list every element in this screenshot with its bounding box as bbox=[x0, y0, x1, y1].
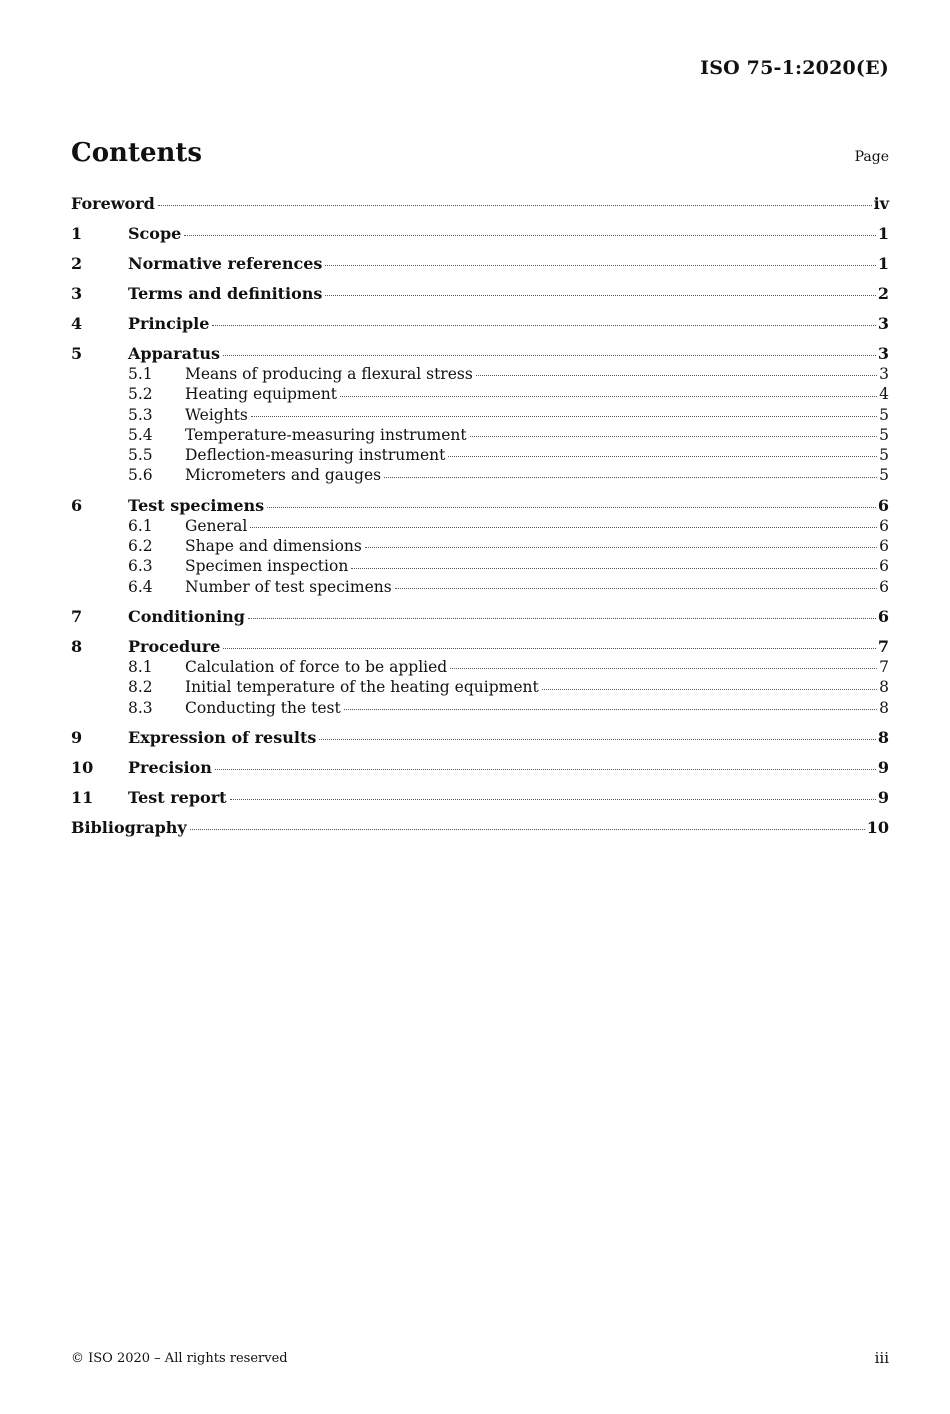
toc-page: 9 bbox=[877, 757, 889, 777]
toc-label: Deflection-measuring instrument bbox=[185, 446, 446, 465]
toc-entry-5-2[interactable] bbox=[71, 384, 889, 404]
dot-leader bbox=[365, 546, 877, 548]
toc-number: 5.6 bbox=[128, 466, 153, 485]
dot-leader bbox=[384, 476, 877, 478]
dot-leader bbox=[215, 768, 876, 770]
dot-leader bbox=[470, 435, 877, 437]
toc-number: 6.2 bbox=[128, 537, 153, 556]
toc-entry-5-6[interactable] bbox=[71, 465, 889, 485]
toc-page: 5 bbox=[879, 425, 889, 444]
page-column-label: Page bbox=[854, 149, 889, 165]
toc-page: 6 bbox=[879, 537, 889, 556]
toc-number: 5.2 bbox=[128, 385, 153, 404]
toc-entry-apparatus[interactable] bbox=[71, 344, 889, 364]
toc-page: 10 bbox=[866, 817, 889, 837]
toc-number: 11 bbox=[71, 787, 94, 807]
dot-leader bbox=[158, 204, 872, 206]
toc-entry-scope[interactable] bbox=[71, 224, 889, 244]
toc-number: 5.1 bbox=[128, 365, 153, 383]
toc-page: 1 bbox=[877, 224, 889, 243]
toc-label: Shape and dimensions bbox=[185, 537, 362, 556]
dot-leader bbox=[325, 264, 875, 266]
toc-label: Initial temperature of the heating equipment bbox=[185, 678, 539, 697]
dot-leader bbox=[319, 738, 876, 740]
dot-leader bbox=[212, 324, 875, 326]
toc-label: Normative references bbox=[128, 254, 323, 273]
toc-label: Test specimens bbox=[128, 495, 265, 515]
toc-number: 2 bbox=[71, 254, 83, 273]
toc-entry-8-3[interactable] bbox=[71, 698, 889, 718]
toc-page: 8 bbox=[879, 678, 889, 697]
toc-number: 10 bbox=[71, 757, 94, 777]
toc-page: 7 bbox=[879, 657, 889, 676]
toc-entry-8-1[interactable] bbox=[71, 657, 889, 677]
toc-label: Bibliography bbox=[71, 817, 187, 837]
toc-entry-bibliography[interactable] bbox=[71, 818, 889, 838]
toc-number: 5.3 bbox=[128, 405, 153, 424]
toc-page: 3 bbox=[877, 314, 889, 333]
toc-label: Conditioning bbox=[128, 606, 245, 626]
toc-page: 6 bbox=[879, 516, 889, 535]
toc-page: iv bbox=[873, 194, 889, 213]
toc-page: 7 bbox=[877, 636, 889, 656]
toc-label: Expression of results bbox=[128, 727, 317, 747]
toc-number: 5.5 bbox=[128, 446, 153, 465]
toc-entry-6-4[interactable] bbox=[71, 577, 889, 597]
table-of-contents bbox=[71, 194, 889, 838]
dot-leader bbox=[448, 455, 877, 457]
toc-label: General bbox=[185, 516, 248, 535]
toc-label: Terms and definitions bbox=[128, 284, 323, 303]
toc-entry-normative-references[interactable] bbox=[71, 254, 889, 274]
toc-label: Scope bbox=[128, 224, 182, 243]
toc-page: 6 bbox=[879, 557, 889, 576]
toc-number: 6.3 bbox=[128, 557, 153, 576]
toc-entry-5-3[interactable] bbox=[71, 405, 889, 425]
toc-number: 4 bbox=[71, 314, 83, 333]
toc-page: 2 bbox=[877, 284, 889, 303]
toc-number: 6.1 bbox=[128, 516, 153, 535]
toc-entry-procedure[interactable] bbox=[71, 637, 889, 657]
toc-number: 3 bbox=[71, 284, 83, 303]
toc-label: Conducting the test bbox=[185, 698, 341, 717]
toc-label: Calculation of force to be applied bbox=[185, 657, 448, 676]
toc-page: 9 bbox=[877, 787, 889, 807]
toc-entry-foreword[interactable] bbox=[71, 194, 889, 214]
toc-entry-8-2[interactable] bbox=[71, 677, 889, 697]
toc-label: Principle bbox=[128, 314, 210, 333]
dot-leader bbox=[230, 798, 876, 800]
toc-page: 8 bbox=[879, 698, 889, 717]
toc-number: 8 bbox=[71, 636, 83, 656]
toc-page: 5 bbox=[879, 405, 889, 424]
toc-entry-test-report[interactable] bbox=[71, 788, 889, 808]
toc-page: 3 bbox=[877, 344, 889, 363]
toc-label: Precision bbox=[128, 757, 212, 777]
toc-label: Foreword bbox=[71, 194, 155, 213]
toc-entry-5-4[interactable] bbox=[71, 425, 889, 445]
dot-leader bbox=[223, 354, 876, 356]
dot-leader bbox=[395, 587, 877, 589]
toc-label: Temperature-measuring instrument bbox=[185, 425, 467, 444]
dot-leader bbox=[190, 828, 865, 830]
toc-entry-terms-and-definitions[interactable] bbox=[71, 284, 889, 304]
toc-label: Weights bbox=[185, 405, 248, 424]
toc-page: 6 bbox=[877, 606, 889, 626]
toc-number: 8.3 bbox=[128, 698, 153, 717]
dot-leader bbox=[340, 395, 877, 397]
dot-leader bbox=[250, 526, 877, 528]
toc-label: Number of test specimens bbox=[185, 577, 392, 596]
document-id: ISO 75-1:2020(E) bbox=[700, 57, 889, 79]
toc-label: Apparatus bbox=[128, 344, 220, 363]
dot-leader bbox=[251, 415, 877, 417]
toc-label: Specimen inspection bbox=[185, 557, 349, 576]
dot-leader bbox=[476, 374, 877, 376]
toc-page: 5 bbox=[879, 466, 889, 485]
dot-leader bbox=[344, 708, 877, 710]
toc-page: 8 bbox=[877, 727, 889, 747]
toc-number: 6 bbox=[71, 495, 83, 515]
toc-label: Test report bbox=[128, 787, 227, 807]
toc-number: 1 bbox=[71, 224, 83, 243]
toc-number: 6.4 bbox=[128, 577, 153, 596]
dot-leader bbox=[542, 688, 877, 690]
toc-label: Micrometers and gauges bbox=[185, 466, 382, 485]
dot-leader bbox=[325, 294, 875, 296]
toc-entry-5-5[interactable] bbox=[71, 445, 889, 465]
copyright-notice: © ISO 2020 – All rights reserved bbox=[71, 1351, 288, 1366]
toc-number: 8.1 bbox=[128, 657, 153, 676]
toc-entry-6-1[interactable] bbox=[71, 516, 889, 536]
toc-entry-precision[interactable] bbox=[71, 758, 889, 778]
dot-leader bbox=[351, 567, 877, 569]
toc-entry-test-specimens[interactable] bbox=[71, 496, 889, 516]
dot-leader bbox=[267, 506, 876, 508]
page-title: Contents bbox=[71, 138, 203, 168]
toc-number: 9 bbox=[71, 727, 83, 747]
toc-entry-principle[interactable] bbox=[71, 314, 889, 334]
toc-entry-5-1[interactable] bbox=[71, 364, 889, 384]
toc-label: Means of producing a flexural stress bbox=[185, 365, 473, 383]
toc-entry-6-2[interactable] bbox=[71, 536, 889, 556]
toc-number: 5.4 bbox=[128, 425, 153, 444]
toc-page: 3 bbox=[879, 365, 889, 383]
toc-page: 4 bbox=[879, 385, 889, 404]
toc-page: 6 bbox=[879, 577, 889, 596]
toc-page: 6 bbox=[877, 495, 889, 515]
dot-leader bbox=[184, 234, 876, 236]
dot-leader bbox=[450, 667, 877, 669]
page-number: iii bbox=[874, 1349, 889, 1367]
toc-entry-expression-of-results[interactable] bbox=[71, 728, 889, 748]
toc-number: 7 bbox=[71, 606, 83, 626]
dot-leader bbox=[223, 647, 875, 649]
toc-entry-conditioning[interactable] bbox=[71, 607, 889, 627]
toc-page: 5 bbox=[879, 446, 889, 465]
toc-entry-6-3[interactable] bbox=[71, 556, 889, 576]
toc-page: 1 bbox=[877, 254, 889, 273]
toc-number: 5 bbox=[71, 344, 83, 363]
dot-leader bbox=[248, 617, 876, 619]
toc-label: Heating equipment bbox=[185, 385, 337, 404]
toc-number: 8.2 bbox=[128, 678, 153, 697]
toc-label: Procedure bbox=[128, 636, 221, 656]
